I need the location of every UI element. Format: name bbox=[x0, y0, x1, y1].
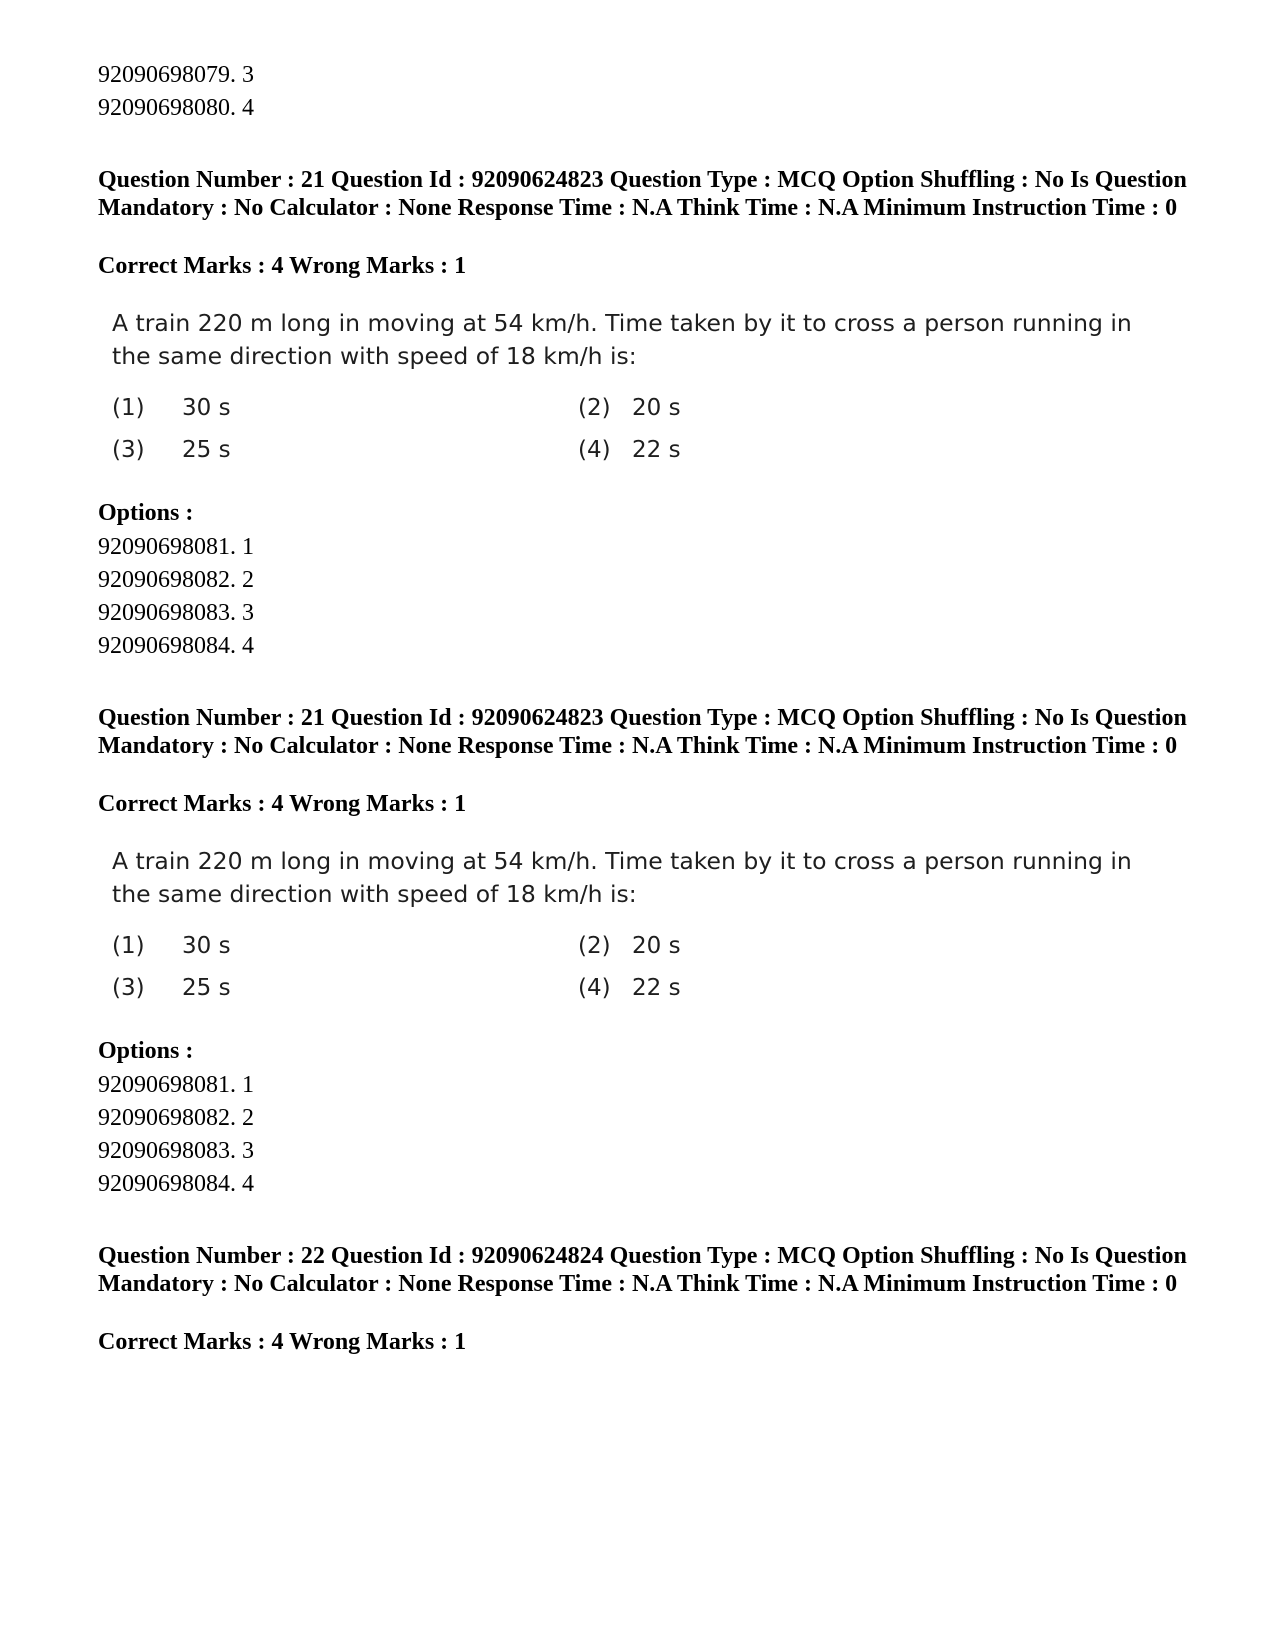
choice-number: (4) bbox=[578, 975, 611, 1001]
option-line: 92090698080. 4 bbox=[98, 95, 254, 121]
choice-number: (4) bbox=[578, 437, 611, 463]
question-meta: Question Number : 22 Question Id : 92090624824 Question Type : MCQ Option Shuffling : No Is Question Mandatory : No Calculator : None Response Time : N.A Think Time : N.A Minimum Instruction Time : 0 bbox=[98, 1243, 1187, 1297]
choice-value: 30 s bbox=[182, 395, 231, 421]
choice-value: 25 s bbox=[182, 975, 231, 1001]
choice-value: 20 s bbox=[632, 933, 681, 959]
option-line: 92090698081. 1 bbox=[98, 1072, 254, 1098]
marks-line: Correct Marks : 4 Wrong Marks : 1 bbox=[98, 1329, 467, 1355]
choice-number: (1) bbox=[112, 395, 145, 421]
question-image bbox=[112, 307, 1152, 477]
marks-line: Correct Marks : 4 Wrong Marks : 1 bbox=[98, 253, 467, 279]
option-line: 92090698083. 3 bbox=[98, 600, 254, 626]
marks-line: Correct Marks : 4 Wrong Marks : 1 bbox=[98, 791, 467, 817]
choice-value: 30 s bbox=[182, 933, 231, 959]
option-line: 92090698082. 2 bbox=[98, 1105, 254, 1131]
question-text: A train 220 m long in moving at 54 km/h. Time taken by it to cross a person running in the same direction with speed of 18 km/h is: bbox=[112, 309, 1132, 370]
options-heading: Options : bbox=[98, 1038, 194, 1064]
question-meta: Question Number : 21 Question Id : 92090624823 Question Type : MCQ Option Shuffling : No Is Question Mandatory : No Calculator : None Response Time : N.A Think Time : N.A Minimum Instruction Time : 0 bbox=[98, 705, 1187, 759]
choice-value: 22 s bbox=[632, 437, 681, 463]
choice-number: (1) bbox=[112, 933, 145, 959]
option-line: 92090698081. 1 bbox=[98, 534, 254, 560]
option-line: 92090698083. 3 bbox=[98, 1138, 254, 1164]
question-meta: Question Number : 21 Question Id : 92090624823 Question Type : MCQ Option Shuffling : No Is Question Mandatory : No Calculator : None Response Time : N.A Think Time : N.A Minimum Instruction Time : 0 bbox=[98, 167, 1187, 221]
choice-number: (3) bbox=[112, 975, 145, 1001]
question-image bbox=[112, 845, 1152, 1015]
choice-number: (2) bbox=[578, 933, 611, 959]
option-line: 92090698079. 3 bbox=[98, 62, 254, 88]
choice-number: (2) bbox=[578, 395, 611, 421]
option-line: 92090698084. 4 bbox=[98, 633, 254, 659]
option-line: 92090698082. 2 bbox=[98, 567, 254, 593]
choice-value: 20 s bbox=[632, 395, 681, 421]
question-text: A train 220 m long in moving at 54 km/h. Time taken by it to cross a person running in the same direction with speed of 18 km/h is: bbox=[112, 847, 1132, 908]
choice-number: (3) bbox=[112, 437, 145, 463]
options-heading: Options : bbox=[98, 500, 194, 526]
choice-value: 22 s bbox=[632, 975, 681, 1001]
choice-value: 25 s bbox=[182, 437, 231, 463]
option-line: 92090698084. 4 bbox=[98, 1171, 254, 1197]
